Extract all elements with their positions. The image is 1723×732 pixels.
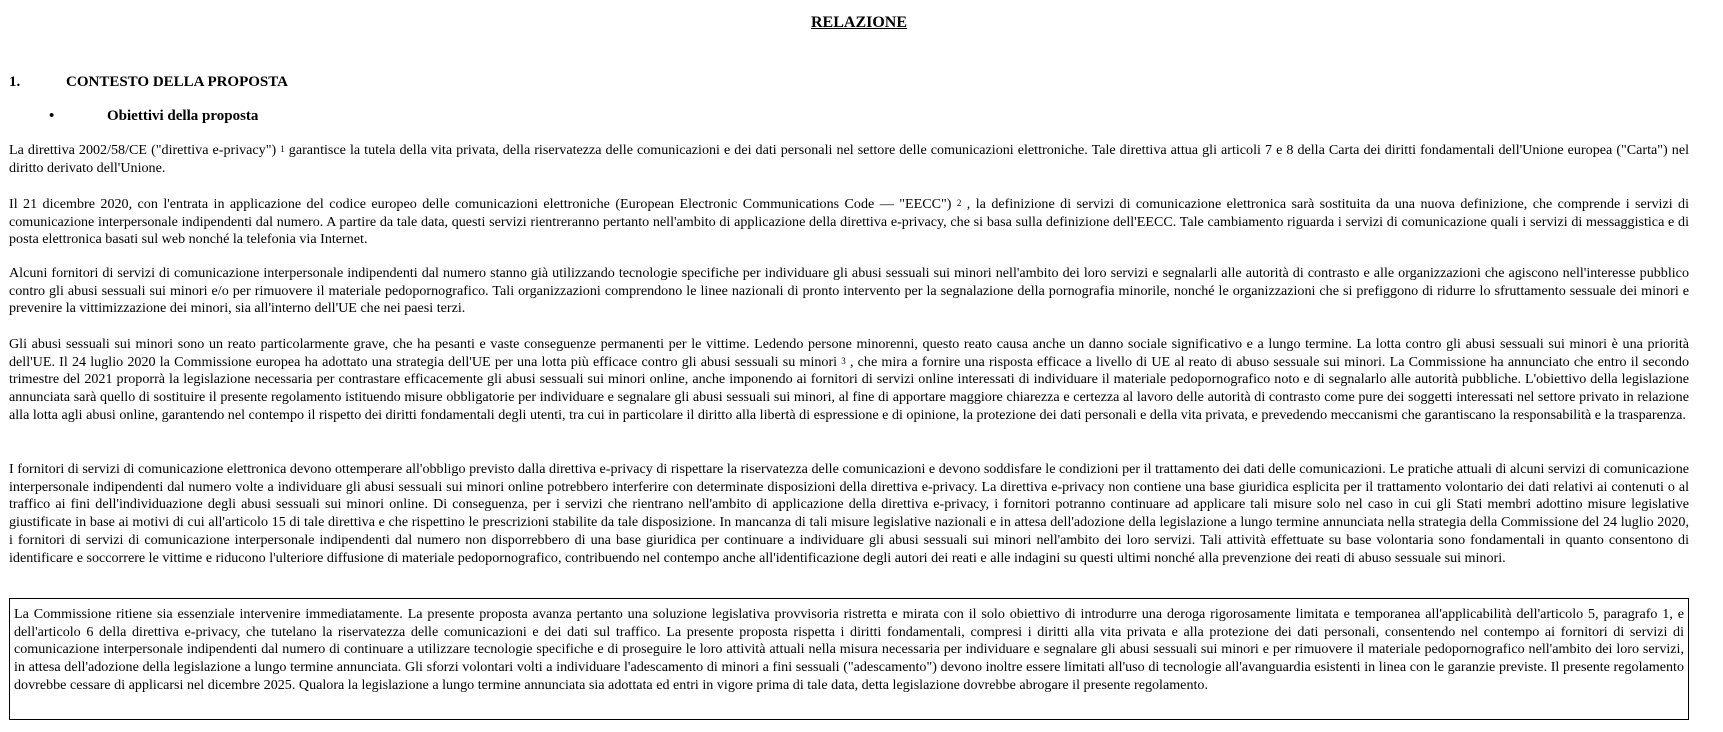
document-title: RELAZIONE bbox=[810, 14, 908, 31]
paragraph-child-abuse bbox=[9, 336, 1689, 425]
paragraph-obligations: I fornitori di servizi di comunicazione elettronica devono ottemperare all'obbligo previsto dalla direttiva e-privacy di rispettare la riservatezza delle comunicazioni e devono soddisfare le condizioni per il trattamento dei dati delle comunicazioni. Le pratiche attuali di alcuni servizi di comunicazione interpersonale indipendenti dal numero volte a individuare gli abusi sessuali sui minori online potrebbero interferire con determinate disposizioni della direttiva e-privacy. La direttiva e-privacy non contiene una base giuridica esplicita per il trattamento volontario dei dati relativi ai contenuti o al traffico ai fini dell'individuazione degli abusi sessuali sui minori online. Di conseguenza, per i servizi che rientrano nell'ambito di applicazione della direttiva e-privacy, i fornitori potranno continuare ad applicare tali misure solo nel caso in cui gli Stati membri adottino misure legislative giustificate in base ai motivi di cui all'articolo 15 di tale direttiva e che rispettino le prescrizioni stabilite da tale disposizione. In mancanza di tali misure legislative nazionali e in attesa dell'adozione della legislazione a lungo termine annunciata nella strategia della Commissione del 24 luglio 2020, i fornitori di servizi di comunicazione interpersonale indipendenti dal numero non disporrebbero di una base giuridica per continuare a individuare gli abusi sessuali sui minori nell'ambito dei loro servizi. Tali attività effettuate su base volontaria sono fondamentali in quanto consentono di identificare e soccorrere le vittime e riducono l'ulteriore diffusione di materiale pedopornografico, contribuendo nel contempo anche all'identificazione degli autori dei reati e alle indagini su questi ultimi nonché alla prevenzione dei reati di abuso sessuale sui minori. bbox=[9, 461, 1689, 566]
paragraph-text: garantisce la tutela della vita privata, della riservatezza delle comunicazioni e dei dati personali nel settore delle comunicazioni elettroniche. Tale direttiva attua gli articoli 7 e 8 della Carta dei diritti fondamentali dell'Unione europea ("Carta") nel diritto derivato dell'Unione. bbox=[9, 142, 1689, 176]
subsection-title: Obiettivi della proposta bbox=[107, 108, 259, 124]
section-title: CONTESTO DELLA PROPOSTA bbox=[66, 74, 288, 90]
footnote-reference[interactable]: 3 bbox=[841, 355, 846, 366]
boxed-paragraph bbox=[9, 598, 1689, 720]
paragraph-text: , che mira a fornire una risposta efficace a livello di UE al reato di abuso sessuale sui minori. La Commissione ha annunciato che entro il secondo trimestre del 2021 proporrà la legislazione necessaria per contrastare efficacemente gli abusi sessuali sui minori online, anche imponendo ai fornitori di servizi online interessati di individuare il materiale pedopornografico noto e di segnalarlo alle autorità pubbliche. L'obiettivo della legislazione annunciata sarà quello di sostituire il presente regolamento istituendo misure obbligatorie per individuare e segnalare gli abusi sessuali sui minori, al fine di apportare maggiore chiarezza e certezza al lavoro delle autorità di contrasto come pure dei soggetti interessati nel settore privato in relazione alla lotta agli abusi online, garantendo nel contempo il rispetto dei diritti fondamentali degli utenti, tra cui in particolare il diritto alla libertà di espressione e di opinione, la protezione dei dati personali e della vita privata, e prevedendo meccanismi che garantiscano la responsabilità e la trasparenza. bbox=[9, 353, 1689, 423]
paragraph-providers: Alcuni fornitori di servizi di comunicazione interpersonale indipendenti dal numero stanno già utilizzando tecnologie specifiche per individuare gli abusi sessuali sui minori nell'ambito dei loro servizi e segnalarli alle autorità di contrasto e alle organizzazioni che agiscono nell'interesse pubblico contro gli abusi sessuali sui minori e/o per rimuovere il materiale pedopornografico. Tali organizzazioni comprendono le linee nazionali di pronto intervento per la segnalazione della pornografia minorile, nonché le organizzazioni che si prefiggono di ridurre lo sfruttamento sessuale dei minori e prevenire la vittimizzazione dei minori, sia all'interno dell'UE che nei paesi terzi. bbox=[9, 265, 1689, 317]
section-heading bbox=[9, 73, 288, 91]
footnote-reference[interactable]: 2 bbox=[956, 198, 962, 208]
subsection-heading bbox=[49, 107, 258, 125]
paragraph-text: Gli abusi sessuali sui minori sono un reato particolarmente grave, che ha pesanti e vaste conseguenze permanenti per le vittime. Ledendo persone minorenni, questo reato causa anche un danno sociale significativo e a lungo termine. La lotta contro gli abusi sessuali sui minori è una priorità dell'UE. Il 24 luglio 2020 la Commissione europea ha adottato una strategia dell'UE per una lotta più efficace contro gli abusi sessuali su minori bbox=[9, 336, 1689, 370]
bullet-icon: • bbox=[49, 108, 55, 124]
paragraph-text: , la definizione di servizi di comunicazione elettronica sarà sostituita da una nuova definizione, che comprende i servizi di comunicazione interpersonale indipendenti dal numero. A partire da tale data, questi servizi rientreranno pertanto nell'ambito di applicazione della direttiva e-privacy, che si basa sulla definizione dell'EECC. Tale cambiamento riguarda i servizi di comunicazione quali i servizi di messaggistica e di posta elettronica basati sul web nonché la telefonia via Internet. bbox=[9, 196, 1689, 248]
footnote-reference[interactable]: 1 bbox=[280, 144, 285, 154]
paragraph-eecc bbox=[9, 196, 1689, 249]
boxed-paragraph-text: La Commissione ritiene sia essenziale intervenire immediatamente. La presente proposta avanza pertanto una soluzione legislativa provvisoria ristretta e mirata con il solo obiettivo di introdurre una deroga rigorosamente limitata e temporanea all'applicabilità dell'articolo 5, paragrafo 1, e dell'articolo 6 della direttiva e-privacy, che tutelano la riservatezza delle comunicazioni e dei dati sul traffico. La presente proposta rispetta i diritti fondamentali, compresi i diritti alla vita privata e alla protezione dei dati personali, consentendo nel contempo ai fornitori di servizi di comunicazione interpersonale indipendenti dal numero di continuare a utilizzare tecnologie specifiche e di proseguire le loro attività attuali nella misura necessaria per individuare e segnalare gli abusi sessuali sui minori e per rimuovere il materiale pedopornografico nell'ambito dei loro servizi, in attesa dell'adozione della legislazione a lungo termine annunciata. Gli sforzi volontari volti a individuare l'adescamento di minori a fini sessuali ("adescamento") devono inoltre essere limitati all'uso di tecnologie all'avanguardia esistenti in linea con le garanzie previste. Il presente regolamento dovrebbe cessare di applicarsi nel dicembre 2025. Qualora la legislazione a lungo termine annunciata sia adottata ed entri in vigore prima di tale data, detta legislazione dovrebbe abrogare il presente regolamento. bbox=[14, 606, 1684, 693]
section-number: 1. bbox=[9, 74, 21, 90]
paragraph-eprivacy-directive bbox=[9, 142, 1689, 177]
paragraph-text: La direttiva 2002/58/CE ("direttiva e-privacy") bbox=[9, 142, 281, 158]
paragraph-text: Il 21 dicembre 2020, con l'entrata in applicazione del codice europeo delle comunicazioni elettroniche (European Electronic Communications Code — "EECC") bbox=[9, 196, 957, 212]
